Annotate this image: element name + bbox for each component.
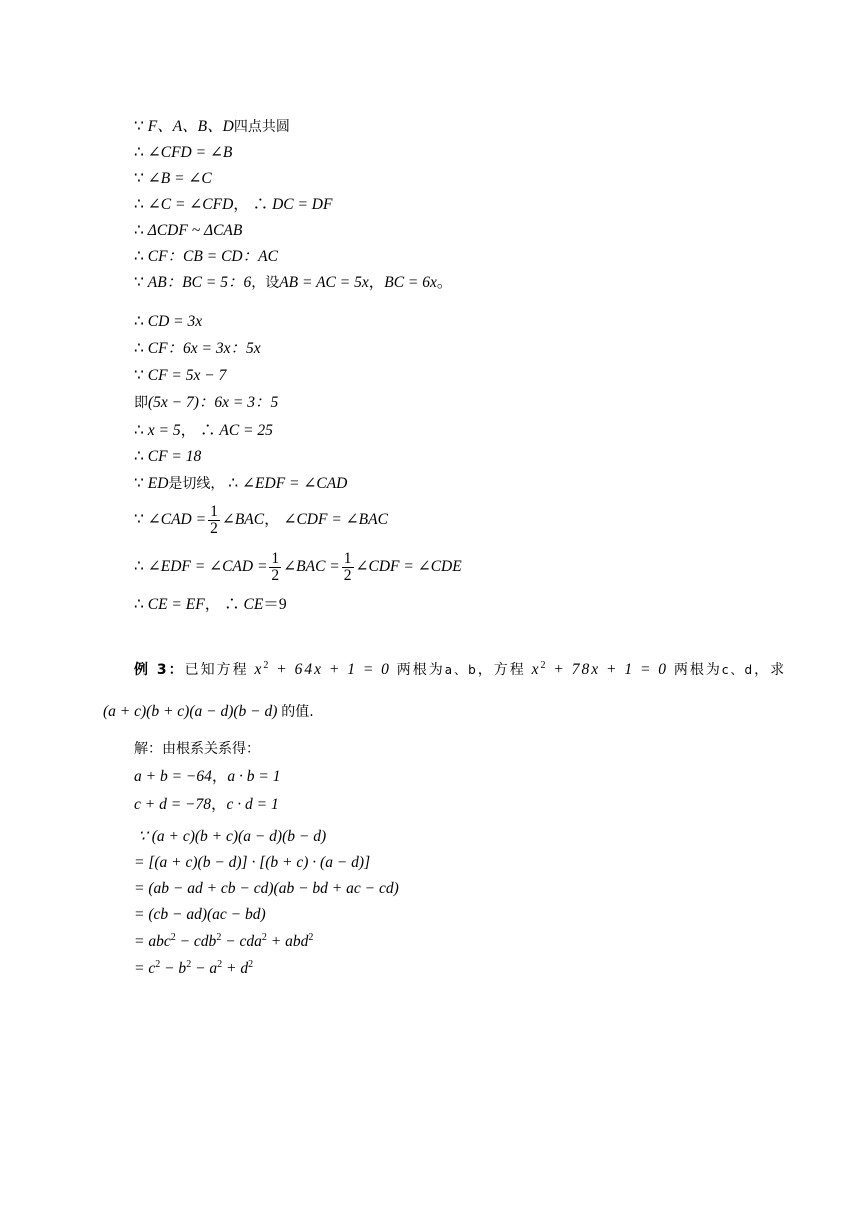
proof-line-16: ∴ ∠EDF = ∠CAD = $\frac{1}{2}$ ∠BAC = $\frac{1}{2}$ ∠CDF = ∠CDE xyxy=(134,549,462,584)
proof-line-2: ∴ ∠CFD = ∠B xyxy=(134,144,233,161)
example-title: 例 3 xyxy=(134,662,169,678)
solution-line-6: = (cb − ad)(ac − bd) xyxy=(134,906,266,923)
proof-line-11: 即(5x − 7)：6x = 3：5 xyxy=(134,394,279,411)
proof-line-9: ∴ CF：6x = 3x：5x xyxy=(134,340,261,357)
proof-line-15: ∵ ∠CAD = $\frac{1}{2}$ ∠BAC， ∠CDF = ∠BAC xyxy=(134,502,388,537)
proof-line-1: ∵ F、A、B、D四点共圆 xyxy=(134,118,290,135)
solution-line-7: = abc$^2$ − cdb$^2$ − cda$^2$ + abd$^2$ xyxy=(134,932,314,950)
solution-line-2: c + d = −78，c · d = 1 xyxy=(134,796,279,813)
proof-line-6: ∴ CF：CB = CD：AC xyxy=(134,248,278,265)
example-3-statement-line-2: (a + c)(b + c)(a − d)(b − d) 的值. xyxy=(103,703,314,720)
solution-line-4: = [(a + c)(b − d)] · [(b + c) · (a − d)] xyxy=(134,854,371,871)
proof-line-10: ∵ CF = 5x − 7 xyxy=(134,367,227,384)
proof-line-17: ∴ CE = EF， ∴ CE＝9 xyxy=(134,596,287,613)
solution-line-3: ∵ (a + c)(b + c)(a − d)(b − d) xyxy=(138,828,327,845)
proof-line-5: ∴ ΔCDF ~ ΔCAB xyxy=(134,222,243,239)
solution-line-8: = $c^2 - b^2 - a^2 + d^2$ xyxy=(134,959,254,977)
proof-line-8: ∴ CD = 3x xyxy=(134,313,203,330)
fraction-half: $\frac{1}{2}$ xyxy=(343,549,352,584)
proof-line-12: ∴ x = 5， ∴ AC = 25 xyxy=(134,422,273,439)
example-3-statement: 例 3：已知方程 $x^2 + 64x + 1 = 0$ 两根为a、b，方程 $x^2 + 78x + 1 = 0$ 两根为c、d，求 xyxy=(134,660,787,678)
solution-intro: 解：由根系关系得： xyxy=(134,741,260,757)
proof-line-4: ∴ ∠C = ∠CFD， ∴ DC = DF xyxy=(134,196,333,213)
proof-line-7: ∵ AB：BC = 5：6，设AB = AC = 5x，BC = 6x。 xyxy=(134,274,453,291)
proof-line-13: ∴ CF = 18 xyxy=(134,448,202,465)
proof-line-14: ∵ ED是切线， ∴ ∠EDF = ∠CAD xyxy=(134,475,348,492)
fraction-half: $\frac{1}{2}$ xyxy=(210,502,218,537)
proof-line-3: ∵ ∠B = ∠C xyxy=(134,170,212,187)
solution-line-5: = (ab − ad + cb − cd)(ab − bd + ac − cd) xyxy=(134,880,399,897)
fraction-half: $\frac{1}{2}$ xyxy=(271,549,280,584)
solution-line-1: a + b = −64，a · b = 1 xyxy=(134,768,281,785)
